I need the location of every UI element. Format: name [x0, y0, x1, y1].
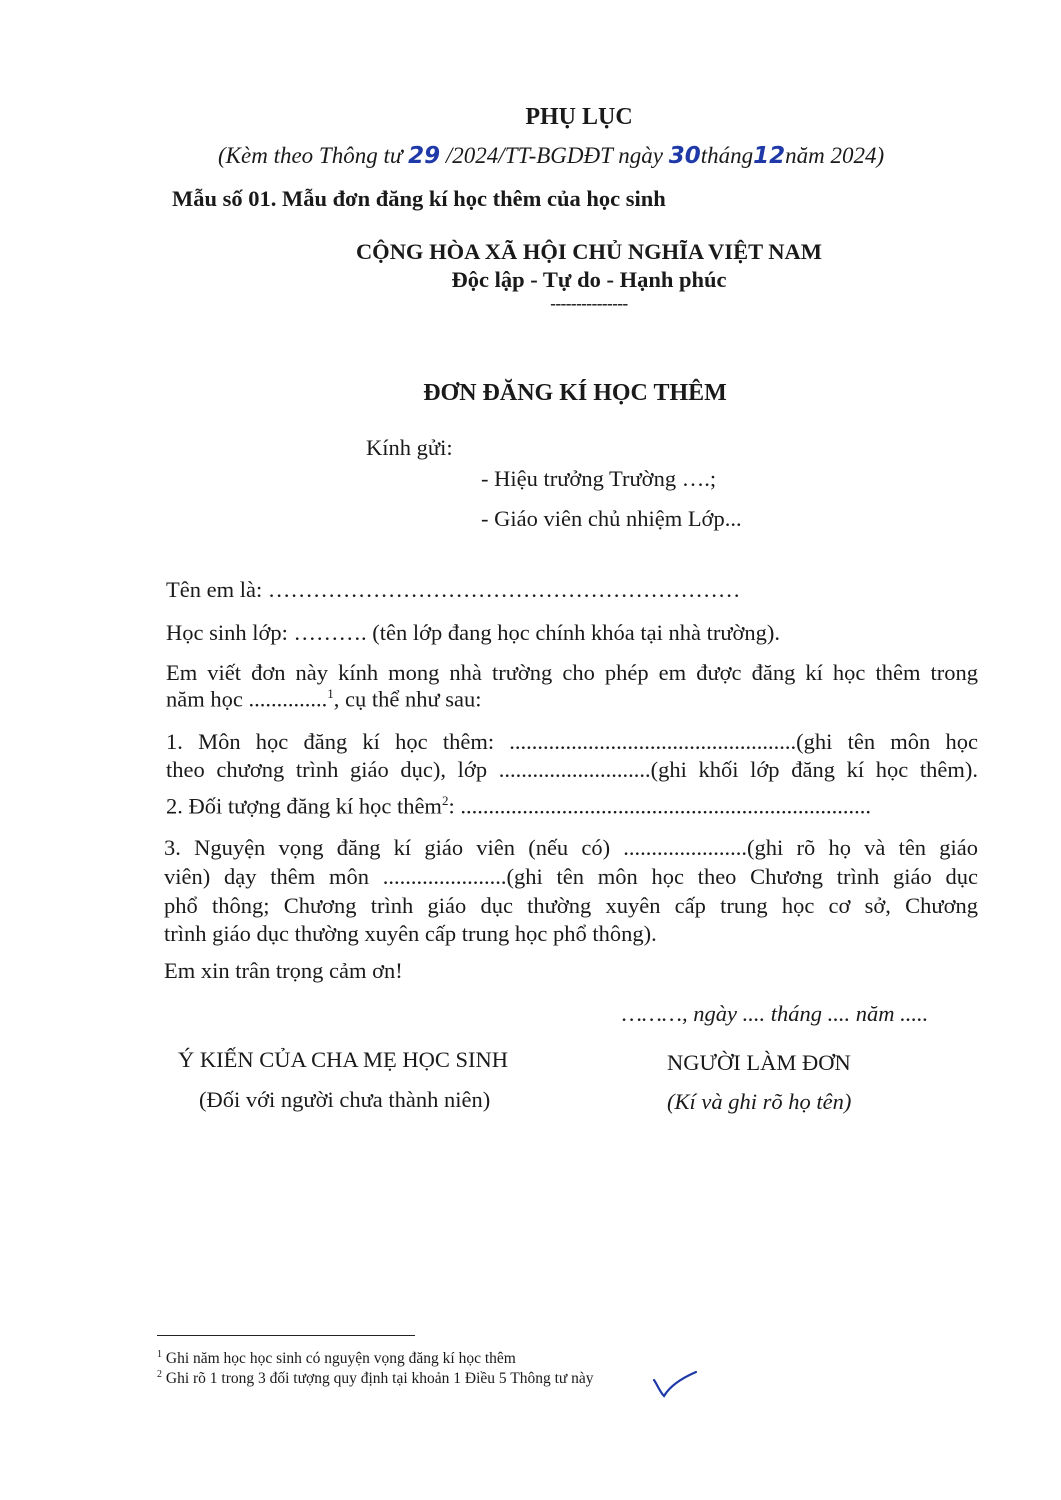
student-name-line: Tên em là: ……………………………………………………… — [166, 577, 741, 602]
salutation: Kính gửi: — [366, 435, 453, 460]
request-line-1: Em viết đơn này kính mong nhà trường cho phép em được đăng kí học thêm trong — [166, 660, 978, 685]
subtitle-middle-2: tháng — [700, 143, 754, 168]
footnote-2-text: Ghi rõ 1 trong 3 đối tượng quy định tại khoản 1 Điều 5 Thông tư này — [162, 1370, 594, 1388]
item3-line-3: phổ thông; Chương trình giáo dục thường xuyên cấp trung học cơ sở, Chương — [164, 893, 978, 918]
parent-opinion-title: Ý KIẾN CỦA CHA MẸ HỌC SINH — [178, 1047, 509, 1072]
subtitle-prefix: (Kèm theo Thông tư — [218, 143, 409, 168]
parent-opinion-note: (Đối với người chưa thành niên) — [199, 1087, 491, 1112]
appendix-title: PHỤ LỤC — [525, 104, 633, 130]
handwritten-circular-number: 29 — [408, 143, 441, 169]
footnote-2-number: 2 — [157, 1369, 162, 1380]
item2-dots: : ......................................................................... — [448, 793, 871, 819]
recipient-principal: - Hiệu trưởng Trường ….; — [481, 466, 717, 491]
student-class-line: Học sinh lớp: ………. (tên lớp đang học chính khóa tại nhà trường). — [166, 620, 781, 645]
request-line-2 — [166, 686, 482, 713]
footnote-1-text: Ghi năm học học sinh có nguyện vọng đăng kí học thêm — [162, 1350, 516, 1368]
school-year-field: năm học .............. — [166, 686, 328, 712]
footnote-separator — [157, 1335, 415, 1336]
item2-label: 2. Đối tượng đăng kí học thêm — [166, 793, 442, 819]
appendix-subtitle — [218, 143, 884, 169]
applicant-note: (Kí và ghi rõ họ tên) — [667, 1089, 852, 1114]
national-title: CỘNG HÒA XÃ HỘI CHỦ NGHĨA VIỆT NAM — [355, 239, 823, 264]
handwritten-check-mark — [648, 1366, 700, 1402]
item2-line — [166, 793, 871, 820]
national-motto: Độc lập - Tự do - Hạnh phúc — [451, 267, 727, 292]
applicant-title: NGƯỜI LÀM ĐƠN — [667, 1050, 851, 1075]
footnote-1 — [157, 1349, 516, 1368]
form-title: ĐƠN ĐĂNG KÍ HỌC THÊM — [423, 380, 727, 406]
footnote-1-number: 1 — [157, 1349, 162, 1360]
motto-underline: --------------- — [550, 294, 628, 313]
subtitle-suffix: năm 2024) — [785, 143, 885, 168]
thanks-line: Em xin trân trọng cảm ơn! — [164, 958, 403, 983]
recipient-homeroom-teacher: - Giáo viên chủ nhiệm Lớp... — [481, 506, 742, 531]
footnote-ref-2: 2 — [441, 793, 449, 808]
item1-line-2: theo chương trình giáo dục), lớp ...........................(ghi khối lớp đăng kí học thêm). — [166, 757, 978, 782]
item3-line-2: viên) dạy thêm môn ......................(ghi tên môn học theo Chương trình giáo dục — [164, 864, 978, 889]
footnote-2 — [157, 1369, 594, 1388]
item3-line-4: trình giáo dục thường xuyên cấp trung học phổ thông). — [164, 921, 657, 946]
form-label: Mẫu số 01. Mẫu đơn đăng kí học thêm của học sinh — [172, 186, 666, 211]
handwritten-day: 30 — [668, 143, 701, 169]
footnote-ref-1: 1 — [327, 686, 334, 701]
item1-line-1: 1. Môn học đăng kí học thêm: ...................................................(ghi tên môn học — [166, 729, 978, 754]
handwritten-month: 12 — [753, 143, 786, 169]
request-line-2-end: , cụ thể như sau: — [333, 686, 482, 712]
item3-line-1: 3. Nguyện vọng đăng kí giáo viên (nếu có) ......................(ghi rõ họ và tên giáo — [164, 835, 978, 860]
subtitle-middle-1: /2024/TT-BGDĐT ngày — [440, 143, 669, 168]
date-line: ………, ngày .... tháng .... năm ..... — [622, 1001, 929, 1026]
